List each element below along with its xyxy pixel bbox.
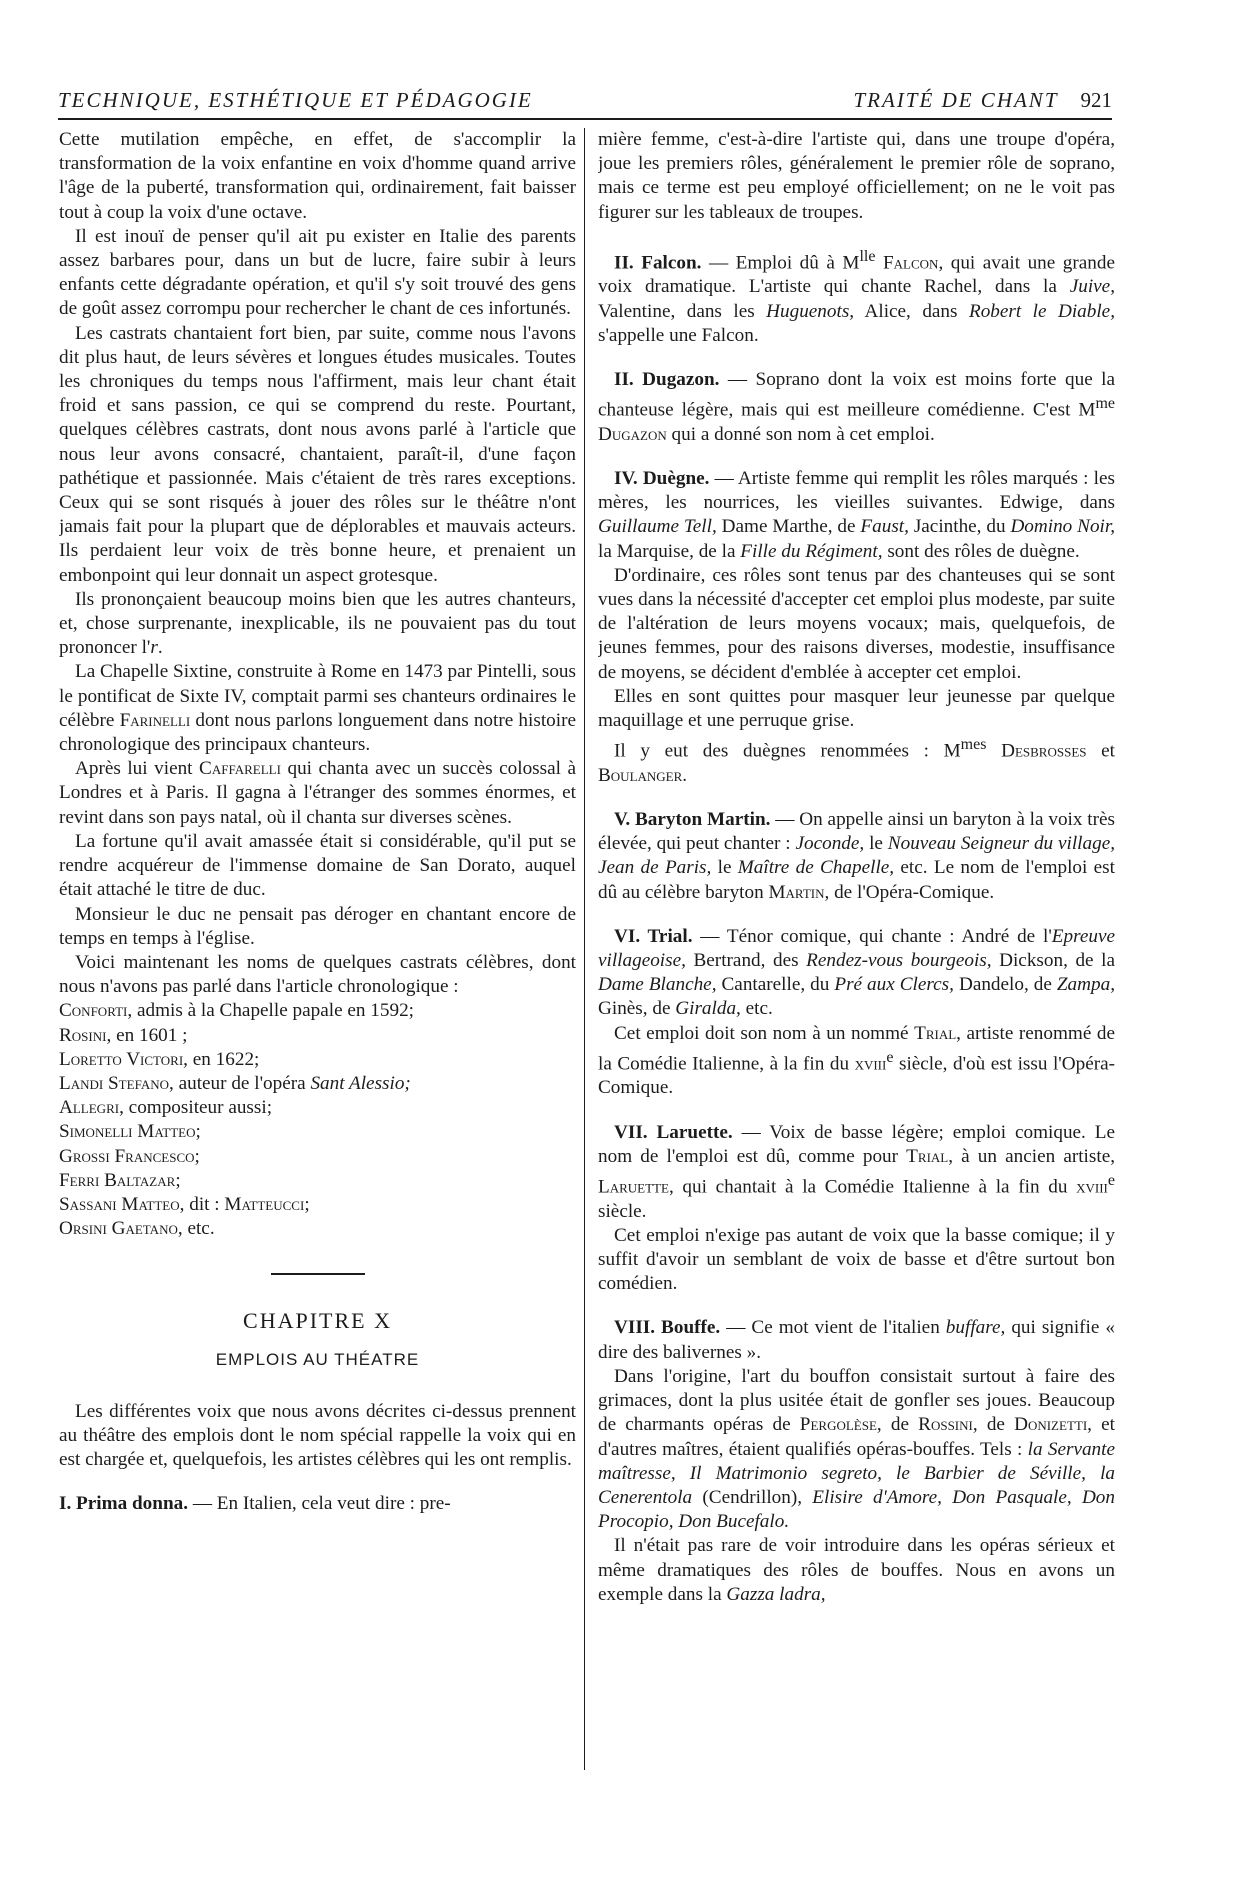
person-name: Ferri Baltazar xyxy=(59,1169,176,1191)
text-run: siècle, d'où est issu l'Opéra-Comique. xyxy=(598,1053,1115,1099)
person-name: Trial xyxy=(914,1022,957,1044)
paragraph: Il est inouï de penser qu'il ait pu exister en Italie des parents assez barbares pour, dans un but de lucre, faire subir à leurs enfants cette dégradante opération, et qu'il s'y soit trouvé des gens de goût assez corrompu pour rechercher le chant de ces infortunés. xyxy=(59,225,576,320)
person-name: Caffarelli xyxy=(199,758,281,780)
work-title: Giralda, xyxy=(675,998,741,1020)
text-run: dont nous parlons longuement dans notre histoire chronologique des principaux chanteurs. xyxy=(59,709,576,756)
work-title: Huguenots, xyxy=(766,300,855,322)
paragraph: Voici maintenant les noms de quelques castrats célèbres, dont nous n'avons pas parlé dans l'article chronologique : xyxy=(59,951,576,998)
text-run: — Ce mot vient de l'italien xyxy=(720,1317,946,1339)
text-run: , qui chantait à la Comédie Italienne à la fin du xyxy=(668,1176,1077,1198)
work-title: Epreuve villageoise, xyxy=(598,925,1115,972)
person-name: Rosini xyxy=(59,1024,107,1046)
chapter-subtitle: EMPLOIS AU THÉATRE xyxy=(215,1349,420,1369)
person-name: Boulanger xyxy=(598,764,683,786)
text-run: siècle. xyxy=(598,1200,647,1222)
section-heading: VIII. Bouffe. xyxy=(614,1317,721,1339)
text-run: . xyxy=(682,764,688,786)
century-numeral: xviii xyxy=(854,1053,887,1075)
text-run: Cantarelle, du xyxy=(716,974,835,996)
text-run: La Chapelle Sixtine, construite à Rome en 1473 par Pintelli, sous le pontificat de Sixte IV, comptait parmi ses chanteurs ordinaires le célèbre xyxy=(59,661,576,731)
section-heading: V. Baryton Martin. xyxy=(614,809,771,831)
page-number: 921 xyxy=(1080,88,1112,112)
name-list-item xyxy=(59,1145,576,1169)
paragraph: Cette mutilation empêche, en effet, de s'accomplir la transformation de la voix enfantine en voix d'homme quand arrive l'âge de la puberté, transformation qui, ordinairement, fait baisser tout à coup la voix d'une octave. xyxy=(59,129,576,223)
text-run: Jacinthe, du xyxy=(908,516,1011,538)
work-title: Sant Alessio; xyxy=(310,1072,411,1094)
text-run: etc. Le nom de l'emploi est dû au célèbre baryton xyxy=(598,857,1115,903)
person-name: Martin xyxy=(768,881,825,903)
text-run: , de xyxy=(876,1414,919,1436)
section-heading: IV. Duègne. xyxy=(614,468,710,490)
person-name: Laruette xyxy=(598,1176,669,1198)
paragraph: mière femme, c'est-à-dire l'artiste qui, dans une troupe d'opéra, joue les premiers rôles, généralement le premier rôle de soprano, mais ce terme est peu employé officiellement; on ne le voit pas figurer sur les tableaux de troupes. xyxy=(598,129,1115,223)
text-run: Ginès, de xyxy=(598,998,676,1020)
work-title: Fille du Régiment, xyxy=(740,540,883,562)
paragraph xyxy=(598,925,1115,1022)
paragraph xyxy=(59,588,576,661)
text-run: , artiste renommé de la Comédie Italienne, à la fin du xyxy=(598,1022,1115,1075)
name-list-item xyxy=(59,1048,576,1072)
text-run: ; xyxy=(194,1145,200,1167)
text-run: — On appelle ainsi un baryton à la voix très élevée, qui peut chanter : xyxy=(598,809,1115,855)
work-title: Guillaume Tell, xyxy=(598,516,717,538)
text-run: , etc. xyxy=(177,1218,215,1240)
text-run: et xyxy=(1086,740,1115,762)
text-run: qui signifie « dire des balivernes ». xyxy=(598,1317,1115,1363)
paragraph: Cet emploi n'exige pas autant de voix que la basse comique; il y suffit d'avoir un semblant de voix de basse et d'être surtout bon comédien. xyxy=(598,1224,1115,1295)
work-title: Rendez-vous bourgeois, xyxy=(806,950,992,972)
text-run: Ils prononçaient beaucoup moins bien que les autres chanteurs, et, chose surprenante, inexplicable, ils ne pouvaient pas du tout prononcer l' xyxy=(59,588,576,659)
text-run: Il y eut des duègnes renommées : M xyxy=(614,740,961,762)
paragraph xyxy=(59,757,576,830)
name-list-item xyxy=(59,1072,576,1096)
work-title: la Servante maîtresse, Il Matrimonio segreto, le Barbier de Séville, la Cenerentola xyxy=(598,1438,1115,1508)
work-title: Pré aux Clercs, xyxy=(834,974,954,996)
text-run: — Emploi dû à M xyxy=(701,252,860,274)
text-run: , auteur de l'opéra xyxy=(169,1072,311,1094)
paragraph: Les castrats chantaient fort bien, par suite, comme nous l'avons dit plus haut, de leurs sévères et longues études musicales. Toutes les chroniques du temps nous l'affirment, mais leur chant était froid et sans passion, ce qui se comprend du reste. Pourtant, quelques célèbres castrats, dont nous avons parlé à l'article que nous leur avons consacré, chantaient, paraît-il, d'une façon pathétique et passionnée. Mais c'étaient de très rares exceptions. Ceux qui se sont risqués à jouer des rôles sur le théâtre n'ont jamais fait pour la plupart que de déplorables et mauvais acteurs. Ils perdaient leur voix de très bonne heure, et prenaient un embonpoint qui leur donnait un aspect grotesque. xyxy=(59,322,576,586)
person-name: Matteucci xyxy=(224,1193,305,1215)
paragraph xyxy=(59,1492,576,1516)
text-run: , compositeur aussi; xyxy=(119,1097,273,1119)
superscript: me xyxy=(1095,395,1115,413)
work-title: Elisire d'Amore, Don Pasquale, Don Procopio, Don Bucefalo. xyxy=(598,1486,1115,1533)
name-list-item xyxy=(59,1096,576,1120)
text-run: , de l'Opéra-Comique. xyxy=(824,881,995,903)
name-list-item xyxy=(59,1217,576,1241)
person-name: Farinelli xyxy=(119,709,191,731)
text-run: Il n'était pas rare de voir introduire dans les opéras sérieux et même dramatiques des rôles de bouffes. Nous en avons un exemple dans la xyxy=(598,1535,1115,1605)
paragraph xyxy=(598,1316,1115,1364)
name-list-item xyxy=(59,1193,576,1217)
person-name: Falcon xyxy=(875,252,939,274)
work-title: Joconde, xyxy=(795,833,865,855)
work-title: Faust, xyxy=(860,516,909,538)
work-title: Zampa, xyxy=(1056,974,1115,996)
work-title: Gazza ladra, xyxy=(726,1583,826,1605)
person-name: Landi Stefano xyxy=(59,1072,169,1094)
text-run: Bertrand, des xyxy=(685,950,807,972)
work-title: Robert le Diable, xyxy=(968,300,1115,322)
century-numeral: xviii xyxy=(1076,1176,1108,1198)
text-run: — Voix de basse légère; emploi comique. Le nom de l'emploi est dû, comme pour xyxy=(598,1121,1115,1167)
work-title: Juive, xyxy=(1069,276,1115,298)
person-name: Trial xyxy=(906,1145,949,1167)
right-column xyxy=(598,128,1115,1778)
text-run: — Ténor comique, qui chante : André de l' xyxy=(692,925,1052,947)
column-divider xyxy=(584,128,585,1770)
paragraph: Monsieur le duc ne pensait pas déroger en chantant encore de temps en temps à l'église. xyxy=(59,903,576,949)
section-heading: II. Dugazon. xyxy=(614,369,720,391)
paragraph xyxy=(598,733,1115,788)
paragraph xyxy=(598,467,1115,564)
text-run: etc. xyxy=(740,998,773,1020)
superscript: mes xyxy=(960,736,987,754)
text-run: , à un ancien artiste, xyxy=(948,1145,1115,1167)
person-name: Orsini Gaetano xyxy=(59,1218,178,1240)
person-name: Pergolèse xyxy=(799,1414,877,1436)
paragraph xyxy=(598,368,1115,447)
person-name: Sassani Matteo xyxy=(59,1193,180,1215)
text-run: Valentine, dans les xyxy=(598,300,767,322)
running-header xyxy=(58,88,1112,120)
text-run: — Soprano dont la voix est moins forte que la chanteuse légère, mais qui est meilleure comédienne. C'est M xyxy=(598,369,1115,421)
header-right xyxy=(853,88,1112,113)
header-left-title: TECHNIQUE, ESTHÉTIQUE ET PÉDAGOGIE xyxy=(58,88,533,112)
name-list-item xyxy=(59,999,576,1023)
header-right-title: TRAITÉ DE CHANT xyxy=(853,88,1059,112)
work-title: Maître de Chapelle, xyxy=(737,857,895,879)
text-run: ; xyxy=(195,1121,201,1143)
superscript: e xyxy=(1107,1172,1115,1190)
text-run: ; xyxy=(304,1193,310,1215)
paragraph xyxy=(59,660,576,757)
text-run: le xyxy=(711,857,738,879)
castrati-name-list xyxy=(59,999,576,1241)
section-heading: VI. Trial. xyxy=(614,925,693,947)
text-run: , qui avait une grande voix dramatique. L'artiste qui chante Rachel, dans la xyxy=(598,252,1115,298)
superscript: lle xyxy=(859,247,876,265)
paragraph xyxy=(598,1365,1115,1534)
text-run: , et d'autres maîtres, étaient qualifiés opéras-bouffes. Tels : xyxy=(598,1414,1115,1460)
paragraph xyxy=(598,1534,1115,1607)
text-run: (Cendrillon), xyxy=(692,1486,813,1508)
person-name: Conforti xyxy=(59,1000,128,1022)
person-name: Simonelli Matteo xyxy=(59,1121,196,1143)
superscript: e xyxy=(886,1048,894,1066)
chapter-divider xyxy=(271,1273,365,1275)
text-run: , en 1601 ; xyxy=(106,1024,188,1046)
person-name: Donizetti xyxy=(1014,1414,1088,1436)
left-column xyxy=(59,128,576,1778)
person-name: Dugazon xyxy=(598,423,667,445)
paragraph xyxy=(598,1121,1115,1224)
paragraph: Les différentes voix que nous avons décrites ci-dessus prennent au théâtre des emplois dont le nom spécial rappelle la voix qui en est chargée et, quelquefois, les artistes célèbres qui les ont remplis. xyxy=(59,1400,576,1471)
name-list-item xyxy=(59,1169,576,1193)
text-run: — En Italien, cela veut dire : pre- xyxy=(188,1493,451,1515)
text-run: , en 1622; xyxy=(183,1048,260,1070)
name-list-item xyxy=(59,1120,576,1144)
section-heading: VII. Laruette. xyxy=(614,1121,733,1143)
text-run: Dandelo, de xyxy=(953,974,1057,996)
work-title: Nouveau Seigneur du village, Jean de Paris, xyxy=(598,833,1115,879)
text-run: , admis à la Chapelle papale en 1592; xyxy=(127,1000,415,1022)
work-title: Dame Blanche, xyxy=(598,974,717,996)
person-name: Rossini xyxy=(918,1414,973,1436)
text-run: sont des rôles de duègne. xyxy=(882,540,1080,562)
paragraph xyxy=(598,245,1115,348)
paragraph xyxy=(598,808,1115,905)
italic-text: r xyxy=(150,637,158,659)
text-run: Après lui vient xyxy=(75,758,200,780)
text-run: Dame Marthe, de xyxy=(716,516,861,538)
text-run: Cet emploi doit son nom à un nommé xyxy=(614,1022,915,1044)
text-run: , dit : xyxy=(179,1193,225,1215)
text-run: Alice, dans xyxy=(854,300,969,322)
work-title: Domino Noir, xyxy=(1010,516,1115,538)
text-run: . xyxy=(157,637,163,659)
paragraph: D'ordinaire, ces rôles sont tenus par des chanteuses qui se sont vues dans la nécessité d'accepter cet emploi plus modeste, par suite de l'altération de leurs moyens vocaux; mais, quelquefois, de jeunes femmes, pour des raisons diverses, modestie, insuffisance de moyens, se décident d'emblée à accepter cet emploi. xyxy=(598,564,1115,683)
foreign-word: buffare, xyxy=(945,1317,1006,1339)
section-heading: I. Prima donna. xyxy=(59,1493,189,1515)
name-list-item xyxy=(59,1024,576,1048)
person-name: Grossi Francesco xyxy=(59,1145,195,1167)
section-heading: II. Falcon. xyxy=(614,252,702,274)
text-run: qui a donné son nom à cet emploi. xyxy=(666,423,935,445)
text-run: Dickson, de la xyxy=(991,950,1115,972)
text-run: le xyxy=(864,833,888,855)
text-run: , de xyxy=(972,1414,1015,1436)
text-run: la Marquise, de la xyxy=(598,540,741,562)
text-run: — Artiste femme qui remplit les rôles marqués : les mères, les nourrices, les vieilles suivantes. Edwige, dans xyxy=(598,468,1115,514)
person-name: Desbrosses xyxy=(986,740,1087,762)
chapter-title: CHAPITRE X xyxy=(243,1308,392,1334)
text-run: ; xyxy=(175,1169,181,1191)
text-run: s'appelle une Falcon. xyxy=(598,324,759,346)
person-name: Allegri xyxy=(59,1097,120,1119)
text-run: qui chanta avec un succès colossal à Londres et à Paris. Il gagna à l'étranger des sommes énormes, et revint dans son pays natal, où il chanta sur diverses scènes. xyxy=(59,758,576,828)
paragraph xyxy=(598,1022,1115,1101)
paragraph: Elles en sont quittes pour masquer leur jeunesse par quelque maquillage et une perruque grise. xyxy=(598,685,1115,732)
person-name: Loretto Victori xyxy=(59,1048,184,1070)
text-run: Dans l'origine, l'art du bouffon consistait surtout à faire des grimaces, dont la plus usitée était de gonfler ses joues. Beaucoup de charmants opéras de xyxy=(598,1365,1115,1436)
paragraph: La fortune qu'il avait amassée était si considérable, qu'il put se rendre acquéreur de l'immense domaine de San Dorato, auquel était attaché le titre de duc. xyxy=(59,830,576,901)
